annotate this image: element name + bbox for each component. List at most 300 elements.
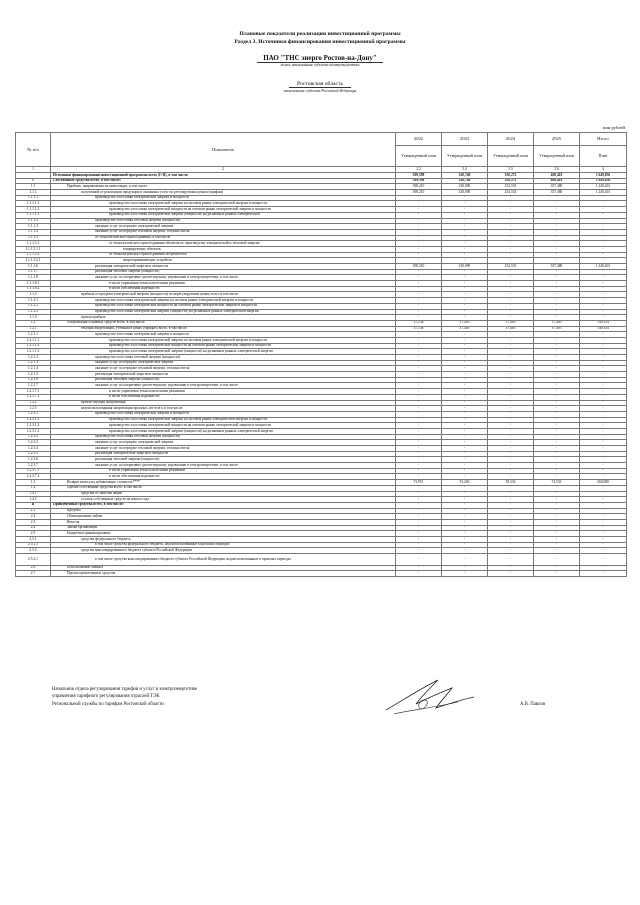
row-value: - [534,394,580,400]
row-value: - [488,440,534,446]
row-number: 2.5 [16,531,51,537]
row-value: - [396,332,442,338]
table-row [16,554,627,566]
row-number: 1.2.1.7.2 [16,394,51,400]
row-value: - [488,377,534,383]
row-indicator: прибыль от продажи электрической энергии (мощности) по нерегулируемым ценам, всего в том числе: [51,292,396,298]
row-total: - [580,269,627,275]
row-total: - [580,497,627,503]
row-value: - [396,525,442,531]
header-plan: Утвержденный план [534,146,580,167]
row-indicator: в части обеспечения надежности [51,474,396,480]
row-number: 1.1.2.3 [16,309,51,315]
row-value: - [396,474,442,480]
row-value: - [442,372,488,378]
row-value: 357,480 [534,184,580,190]
row-number: II [16,502,51,508]
row-indicator: реализация электрической энергии и мощности [51,264,396,270]
row-value: 398,210 [396,184,442,190]
row-indicator: текущая амортизация, учтенная в ценах (тарифах) всего, в том числе: [51,326,396,332]
row-value: - [534,531,580,537]
row-value: - [534,468,580,474]
row-total: - [580,252,627,258]
row-value: - [396,349,442,355]
row-value: - [534,303,580,309]
row-value: 350,272 [488,173,534,179]
row-value: - [488,281,534,287]
row-indicator: Прибыль, направляемая на инвестиции, в том числе: [51,184,396,190]
table-row [16,571,627,577]
row-value: - [396,298,442,304]
header-year: 2023 [442,133,488,146]
row-value: - [442,502,488,508]
row-value: 37,405 [488,326,534,332]
row-number: 1.2.3.1.1 [16,417,51,423]
row-value: - [534,474,580,480]
row-value: - [488,491,534,497]
row-indicator: оказание услуг по передаче тепловой энергии, теплоносителя [51,229,396,235]
row-value: 37,405 [442,326,488,332]
row-value: - [488,542,534,548]
row-value: - [442,497,488,503]
row-value: - [534,383,580,389]
row-value: - [396,542,442,548]
row-value: - [442,286,488,292]
row-number: 1.2.1.7.1 [16,389,51,395]
row-indicator: производство и поставка электрической энергии (мощности) на розничных рынках электрической [51,212,396,218]
row-value: - [488,360,534,366]
row-value: - [442,406,488,412]
row-value: 398,210 [396,190,442,196]
row-number: 1.1.2.2 [16,303,51,309]
row-value: - [488,224,534,230]
header-plan: Утвержденный план [396,146,442,167]
row-value: - [534,207,580,213]
row-value: - [534,485,580,491]
row-value: 73,951 [396,480,442,486]
row-number: 1.2.3.5 [16,451,51,457]
row-total: - [580,258,627,264]
row-value: - [442,428,488,434]
row-indicator: средства федерального бюджета [51,537,396,543]
row-value: - [442,463,488,469]
row-value: - [442,201,488,207]
row-value: 230,090 [442,184,488,190]
row-value: - [396,360,442,366]
row-value: - [396,400,442,406]
row-number: 1.2.1.3 [16,360,51,366]
row-value: - [534,292,580,298]
row-value: - [488,565,534,571]
row-number: 1.1.1.3 [16,224,51,230]
row-value: - [488,315,534,321]
row-total: - [580,440,627,446]
row-value: - [442,315,488,321]
row-total: - [580,502,627,508]
row-value: - [488,446,534,452]
row-value: 357,480 [534,190,580,196]
row-indicator: Облигационные займы [51,514,396,520]
row-value: - [534,565,580,571]
column-number: 4 [580,167,627,173]
row-value: 230,090 [442,264,488,270]
row-number: 1.1.1.8.2 [16,286,51,292]
row-value: 469,418 [534,178,580,184]
financing-table [15,132,627,577]
row-value: - [488,554,534,566]
row-indicator: производство и поставка электрической мощности на оптовом рынке электрической энергии и мощности [51,423,396,429]
row-value: - [442,531,488,537]
row-value: - [442,360,488,366]
row-value: - [534,218,580,224]
row-value: - [442,355,488,361]
row-value: - [534,355,580,361]
row-indicator: оказание услуг по оперативно-диспетчерскому управлению в электроэнергетике, в том числе: [51,383,396,389]
row-value: 37,405 [488,320,534,326]
row-number: 1.2.3.2 [16,434,51,440]
row-value: - [534,451,580,457]
row-number: 1.2.1.2 [16,355,51,361]
row-value: - [396,252,442,258]
row-indicator: в части обеспечения надежности [51,286,396,292]
row-value: - [442,474,488,480]
row-value: - [488,332,534,338]
row-value: - [534,548,580,554]
row-indicator: реализация тепловой энергии (мощности) [51,377,396,383]
row-value: 254,533 [488,184,534,190]
row-value: - [534,195,580,201]
row-value: - [396,423,442,429]
row-value: - [396,309,442,315]
row-value: - [442,548,488,554]
row-value: - [396,491,442,497]
row-number: 1.2.3.7.2 [16,474,51,480]
row-number: 2.3 [16,519,51,525]
row-value: - [534,411,580,417]
row-indicator: Займы организаций [51,525,396,531]
row-indicator: прочая прибыль [51,315,396,321]
row-total: - [580,428,627,434]
row-value: - [442,343,488,349]
row-total: - [580,446,627,452]
row-value: - [396,224,442,230]
row-value: - [488,502,534,508]
row-value: - [442,451,488,457]
header-num: № п/п [16,133,51,167]
row-total: - [580,366,627,372]
document-heading: Плановые показатели реализации инвестиционной программы [239,31,401,37]
row-value: - [396,195,442,201]
row-value: - [488,229,534,235]
row-number: 1.3 [16,480,51,486]
column-number: 2.6 [534,167,580,173]
row-value: - [442,218,488,224]
row-value: - [396,229,442,235]
row-value: - [488,366,534,372]
row-indicator: средства от эмиссии акций [51,491,396,497]
row-value: - [442,423,488,429]
row-indicator: реализация электрической энергии и мощности [51,451,396,457]
row-total: - [580,537,627,543]
signatory-position [52,686,197,708]
row-value: 254,533 [488,190,534,196]
row-value: - [442,246,488,252]
row-value: - [442,258,488,264]
row-number: 2.2 [16,514,51,520]
row-number: 1.2.1 [16,326,51,332]
row-value: - [534,332,580,338]
row-total: - [580,554,627,566]
row-number: 1.1.1.4 [16,229,51,235]
row-indicator: Привлеченные средства всего, в том числе: [51,502,396,508]
row-value: - [534,440,580,446]
row-number: 1.2.3.1.2 [16,423,51,429]
row-value: - [534,406,580,412]
row-number: 2.6 [16,565,51,571]
row-indicator: Бюджетное финансирование [51,531,396,537]
row-number: 1.1.1.2 [16,218,51,224]
row-total: - [580,201,627,207]
row-number: 1.2.1.6 [16,377,51,383]
row-value: 320,740 [442,173,488,179]
row-value: - [488,355,534,361]
row-value: - [488,457,534,463]
row-value: - [488,394,534,400]
section-title: Раздел 3. Источники финансирования инвестиционной программы [234,39,406,45]
row-value: - [534,389,580,395]
row-indicator: производство и поставка электрической энергии на оптовом рынке электрической энергии и мощности [51,337,396,343]
row-total: - [580,377,627,383]
row-value: - [534,229,580,235]
row-number: 1.1.3 [16,315,51,321]
row-value: - [534,423,580,429]
row-value: - [488,383,534,389]
row-value: - [442,195,488,201]
row-value: - [534,491,580,497]
row-total: - [580,457,627,463]
row-value: - [396,275,442,281]
row-value: - [488,218,534,224]
row-number: 1.2.3 [16,406,51,412]
row-total: - [580,337,627,343]
row-total: - [580,525,627,531]
row-value: - [442,491,488,497]
row-value: 58,334 [488,480,534,486]
row-total: - [580,235,627,241]
row-value: - [442,446,488,452]
row-number: 2.5.2.1 [16,554,51,566]
row-number: 2.5.1.1 [16,542,51,548]
row-value: - [442,468,488,474]
row-indicator: производство и поставка тепловой энергии (мощности) [51,355,396,361]
row-indicator: Возврат налога на добавленную стоимость**** [51,480,396,486]
row-value: - [488,258,534,264]
row-value: - [442,457,488,463]
row-value: 37,138 [396,320,442,326]
row-value: - [442,229,488,235]
row-total: - [580,355,627,361]
row-value: - [534,281,580,287]
row-value: - [488,463,534,469]
row-value: - [396,571,442,577]
row-value: - [534,537,580,543]
row-number: 2.5.1 [16,537,51,543]
row-value: - [534,343,580,349]
row-total: 260,080 [580,480,627,486]
row-value: - [534,434,580,440]
row-total: - [580,383,627,389]
row-total: - [580,360,627,366]
signatory-position-line: Региональной службы по тарифам Ростовской области [52,701,164,707]
row-value: - [442,252,488,258]
row-total: - [580,423,627,429]
row-value: - [396,428,442,434]
row-value: - [396,303,442,309]
row-value: - [396,212,442,218]
row-value: 320,740 [442,178,488,184]
row-value: - [534,309,580,315]
row-value: - [396,258,442,264]
row-number: 1.4.2 [16,497,51,503]
row-number: 2.7 [16,571,51,577]
row-value: - [442,411,488,417]
row-value: 509,598 [396,173,442,179]
row-indicator: от технологического присоединения объектов по производству электрической и тепловой энергии [51,241,396,247]
region-name: Ростовская область [0,82,640,88]
row-value: - [442,434,488,440]
row-value: - [534,428,580,434]
row-total: - [580,218,627,224]
row-value: - [534,372,580,378]
row-number: 1.1.1.1.2 [16,207,51,213]
row-total: - [580,571,627,577]
row-value: - [442,207,488,213]
row-number: 1.2.1.1.2 [16,343,51,349]
row-value: - [488,235,534,241]
row-total: 1 240,401 [580,190,627,196]
row-value: - [534,554,580,566]
row-indicator: Собственные средства всего, в том числе: [51,178,396,184]
row-total: - [580,349,627,355]
row-number: 1.1.1.5.2.1 [16,258,51,264]
row-value: - [396,389,442,395]
row-value: - [534,417,580,423]
row-value: - [442,235,488,241]
signatory-position-line: Начальник отдела регулирования тарифов и услуг в электроэнергетике [52,687,198,692]
row-indicator: Использование лизинга [51,565,396,571]
row-value: - [396,246,442,252]
column-number: 1 [16,167,51,173]
row-value: - [442,417,488,423]
row-number: 1.2.3.1 [16,411,51,417]
row-number: 1.1.1.1 [16,195,51,201]
row-total: 1 240,401 [580,264,627,270]
row-indicator: реализация тепловой энергии (мощности) [51,269,396,275]
row-value: - [488,508,534,514]
row-total: 149,354 [580,320,627,326]
row-indicator: оказание услуг по передаче электрической энергии [51,360,396,366]
row-value: - [442,269,488,275]
row-total: - [580,343,627,349]
row-total: - [580,565,627,571]
row-indicator: производство и поставка электрической мощности на оптовом рынке электрической энергии и мощности [51,207,396,213]
row-indicator: производство и поставка электрической энергии и мощности [51,332,396,338]
row-value: - [442,537,488,543]
row-value: 509,598 [396,178,442,184]
row-value: - [488,400,534,406]
row-value: - [442,508,488,514]
row-number: 1.1.1.7 [16,269,51,275]
row-indicator: остаток собственных средств на начало года [51,497,396,503]
row-value: - [396,451,442,457]
row-indicator: производство и поставка электрической энергии на оптовом рынке электрической энергии и мощности [51,417,396,423]
row-value: - [534,337,580,343]
row-value: - [396,286,442,292]
row-number: 1.2.1.1 [16,332,51,338]
row-value: - [396,411,442,417]
row-value: - [534,252,580,258]
company-name: ПАО "ТНС энерго Ростов-на-Дону" [0,55,640,62]
row-value: - [442,281,488,287]
handwritten-signature [380,672,480,722]
row-value: - [488,571,534,577]
row-value: - [442,337,488,343]
row-total: - [580,519,627,525]
row-value: - [488,309,534,315]
row-indicator: производство и поставка электрической энергии (мощности) на розничных рынках электрической энергии [51,309,396,315]
row-value: - [396,377,442,383]
row-indicator: производство и поставка электрической энергии и мощности [51,195,396,201]
row-value: - [488,434,534,440]
row-number: 1.1.2.1 [16,298,51,304]
row-value: 37,138 [396,326,442,332]
row-indicator: Кредиты [51,508,396,514]
row-value: - [534,349,580,355]
row-number: 1.2.3.7.1 [16,468,51,474]
header-year: 2025 [534,133,580,146]
row-value: - [534,514,580,520]
row-value: - [534,315,580,321]
row-value: - [396,383,442,389]
row-indicator: оказание услуг по оперативно-диспетчерскому управлению в электроэнергетике, в том числе: [51,275,396,281]
row-value: 53,263 [442,480,488,486]
row-total: - [580,400,627,406]
row-indicator: в том числе средства федерального бюджета, недоиспользованные в прошлых периодах [51,542,396,548]
row-value: - [396,355,442,361]
row-total: - [580,309,627,315]
row-value: - [488,372,534,378]
row-value: - [534,360,580,366]
row-value: - [396,292,442,298]
row-value: - [534,241,580,247]
row-value: - [534,235,580,241]
row-value: - [396,565,442,571]
row-value: 37,405 [534,326,580,332]
row-value: - [534,201,580,207]
row-value: - [396,468,442,474]
row-total: - [580,292,627,298]
row-total: - [580,548,627,554]
row-value: 350,272 [488,178,534,184]
row-value: - [442,212,488,218]
row-value: - [534,508,580,514]
row-value: - [488,389,534,395]
row-value: - [442,275,488,281]
row-value: - [488,298,534,304]
row-value: - [534,275,580,281]
row-indicator: оказание услуг по передаче тепловой энергии, теплоносителя [51,446,396,452]
row-indicator: энергопринимающих устройств [51,258,396,264]
